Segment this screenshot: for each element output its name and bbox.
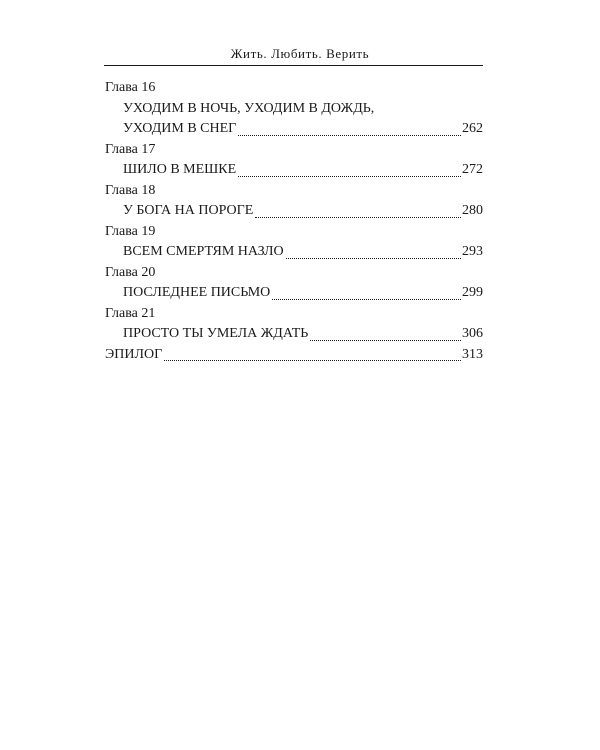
chapter-title-line: УХОДИМ В НОЧЬ, УХОДИМ В ДОЖДЬ, xyxy=(123,100,375,116)
chapter-label: Глава 19 xyxy=(105,223,156,239)
chapter-title: У БОГА НА ПОРОГЕ xyxy=(123,203,254,218)
toc-entry xyxy=(105,324,483,345)
table-of-contents xyxy=(105,78,483,365)
chapter-title: УХОДИМ В СНЕГ xyxy=(123,121,237,136)
chapter-title: ПРОСТО ТЫ УМЕЛА ЖДАТЬ xyxy=(123,326,309,341)
chapter-label: Глава 17 xyxy=(105,141,156,157)
toc-entry xyxy=(105,160,483,181)
chapter-title: ВСЕМ СМЕРТЯМ НАЗЛО xyxy=(123,244,284,259)
page-number: 280 xyxy=(462,203,483,218)
toc-entry xyxy=(105,283,483,304)
toc-entry xyxy=(105,242,483,263)
dot-leader xyxy=(164,360,461,361)
chapter-label: Глава 18 xyxy=(105,182,156,198)
dot-leader xyxy=(238,176,461,177)
chapter-label: Глава 20 xyxy=(105,264,156,280)
epilogue-title: ЭПИЛОГ xyxy=(105,346,163,362)
dot-leader xyxy=(286,258,461,259)
dot-leader xyxy=(272,299,461,300)
dot-leader xyxy=(310,340,461,341)
chapter-title: ШИЛО В МЕШКЕ xyxy=(123,162,237,177)
dot-leader xyxy=(255,217,461,218)
running-header: Жить. Любить. Верить xyxy=(230,46,370,61)
dot-leader xyxy=(238,135,461,136)
chapter-title: ПОСЛЕДНЕЕ ПИСЬМО xyxy=(123,285,271,300)
chapter-label: Глава 16 xyxy=(105,80,156,95)
page-number: 262 xyxy=(462,121,483,136)
page-number: 272 xyxy=(462,162,483,177)
page-number: 306 xyxy=(462,326,483,341)
page-number: 293 xyxy=(462,244,483,259)
toc-entry xyxy=(105,119,483,140)
chapter-label: Глава 21 xyxy=(105,305,156,321)
toc-entry xyxy=(105,201,483,222)
page-number: 313 xyxy=(462,346,483,362)
header-rule xyxy=(104,65,483,66)
page-number: 299 xyxy=(462,285,483,300)
toc-entry-epilogue xyxy=(105,345,483,366)
